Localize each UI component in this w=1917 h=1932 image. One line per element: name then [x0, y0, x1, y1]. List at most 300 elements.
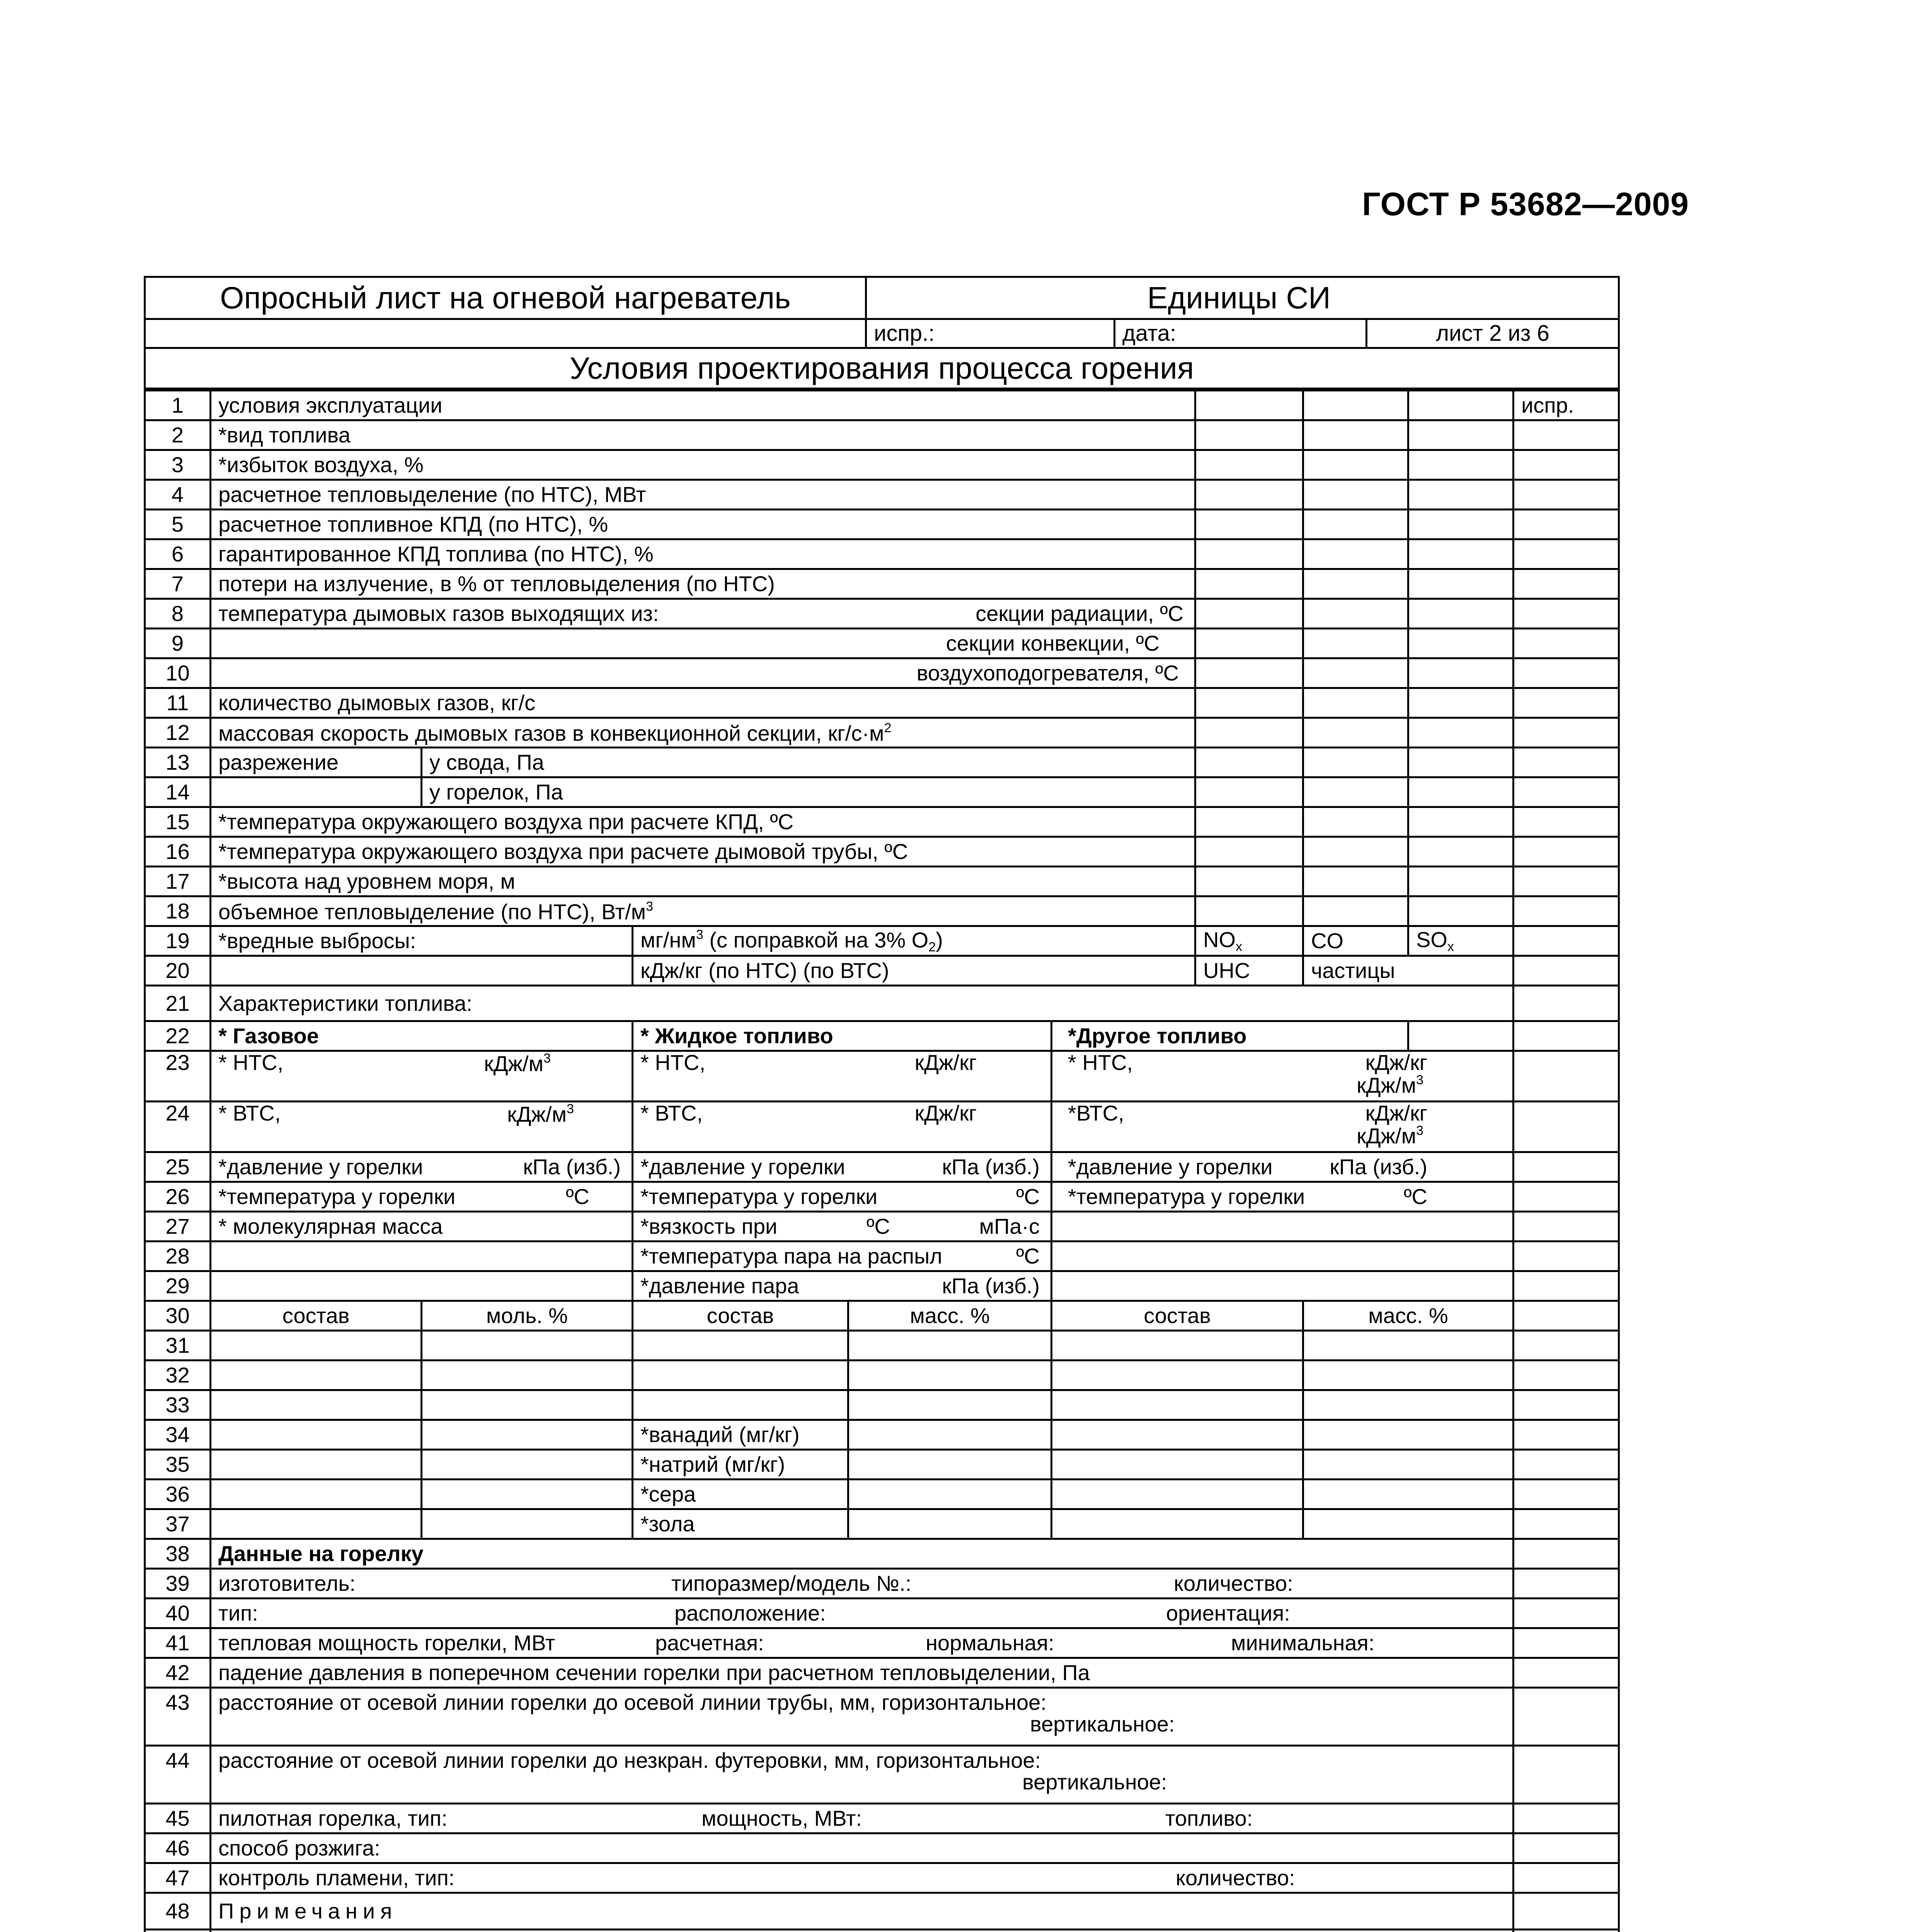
row-number: 38 — [145, 1539, 211, 1569]
value-cell[interactable] — [1052, 1480, 1303, 1509]
row-number: 43 — [145, 1688, 211, 1746]
gas-mol-percent-header: моль. % — [422, 1301, 633, 1331]
value-cell[interactable] — [1408, 420, 1514, 450]
row-number: 9 — [145, 629, 211, 658]
table-row — [145, 1301, 1619, 1331]
value-cell[interactable] — [422, 1361, 633, 1390]
table-row — [145, 1102, 1619, 1152]
row-number: 11 — [145, 688, 211, 718]
table-row — [145, 420, 1619, 450]
revision-cell[interactable] — [1514, 926, 1619, 956]
row-label: *избыток воздуха, % — [211, 450, 1195, 480]
row-label: *вредные выбросы: — [211, 926, 633, 956]
value-cell[interactable] — [211, 1509, 422, 1539]
row-label: температура дымовых газов выходящих из: секции радиации, ºС — [211, 599, 1195, 629]
value-cell[interactable] — [1195, 420, 1303, 450]
notes-heading: Примечания — [211, 1893, 1514, 1930]
other-hhv: *ВТС, кДж/кг кДж/$м^3$ — [1052, 1102, 1514, 1152]
table-row — [145, 1242, 1619, 1271]
value-cell[interactable] — [848, 1331, 1052, 1361]
table-row — [145, 1390, 1619, 1420]
sheet-label: лист 2 из 6 — [1367, 319, 1619, 348]
value-cell[interactable] — [1303, 688, 1408, 718]
liquid-burner-temperature: *температура у горелки ºС — [633, 1182, 1052, 1212]
liquid-composition-header: состав — [633, 1301, 848, 1331]
revision-cell[interactable] — [1514, 510, 1619, 539]
row-number: 25 — [145, 1152, 211, 1182]
revision-cell[interactable] — [1514, 1331, 1619, 1361]
other-burner-temperature: *температура у горелки ºС — [1052, 1182, 1514, 1212]
steam-temperature: *температура пара на распыл ºС — [633, 1242, 1052, 1271]
revision-cell[interactable] — [1514, 1658, 1619, 1688]
revision-cell[interactable] — [1514, 1599, 1619, 1628]
row-label: гарантированное КПД топлива (по НТС), % — [211, 539, 1195, 569]
blank-cell — [1408, 1021, 1514, 1051]
value-cell[interactable] — [1408, 450, 1514, 480]
row-label: условия эксплуатации — [211, 391, 1195, 420]
value-cell[interactable] — [1195, 450, 1303, 480]
revision-cell[interactable] — [1514, 1893, 1619, 1930]
row-number: 46 — [145, 1833, 211, 1863]
row-label: падение давления в поперечном сечении горелки при расчетном тепловыделении, Па — [211, 1658, 1514, 1688]
value-cell[interactable] — [848, 1509, 1052, 1539]
value-cell[interactable] — [1303, 658, 1408, 688]
blank-cell — [211, 1242, 633, 1271]
value-cell[interactable] — [1408, 777, 1514, 807]
table-row — [145, 718, 1619, 748]
value-cell[interactable] — [1052, 1509, 1303, 1539]
row-number: 31 — [145, 1331, 211, 1361]
co-label: CO — [1303, 926, 1408, 956]
form-title: Опросный лист на огневой нагреватель — [145, 277, 866, 319]
row-label: расстояние от осевой линии горелки до незкран. футеровки, мм, горизонтальное: вертикальное: — [211, 1746, 1514, 1804]
revision-cell[interactable] — [1514, 1051, 1619, 1102]
row-label: объемное тепловыделение (по НТС), $Вт/м^3$ — [211, 896, 1195, 926]
row-number: 8 — [145, 599, 211, 629]
value-cell[interactable] — [1195, 510, 1303, 539]
value-cell[interactable] — [633, 1390, 848, 1420]
row-number: 41 — [145, 1628, 211, 1658]
value-cell[interactable] — [1303, 1361, 1514, 1390]
value-cell[interactable] — [1303, 450, 1408, 480]
value-cell[interactable] — [1303, 1420, 1514, 1450]
date-label: дата: — [1115, 319, 1367, 348]
sox-label: $SO_x$ — [1408, 926, 1514, 956]
value-cell[interactable] — [633, 1331, 848, 1361]
row-number: 19 — [145, 926, 211, 956]
row-label: воздухоподогревателя, ºС — [211, 658, 1195, 688]
value-cell[interactable] — [848, 1450, 1052, 1480]
table-row — [145, 1599, 1619, 1628]
row-label: *температура окружающего воздуха при расчете дымовой трубы, ºС — [211, 837, 1195, 867]
value-cell[interactable] — [1408, 837, 1514, 867]
value-cell[interactable] — [1195, 539, 1303, 569]
table-row — [145, 1804, 1619, 1833]
table-row — [145, 658, 1619, 688]
row-label: расчетное тепловыделение (по НТС), МВт — [211, 480, 1195, 510]
revision-cell[interactable] — [1514, 658, 1619, 688]
row-number: 12 — [145, 718, 211, 748]
row-number: 13 — [145, 748, 211, 777]
sodium-label: *натрий (мг/кг) — [633, 1450, 848, 1480]
revision-cell[interactable] — [1514, 1301, 1619, 1331]
table-row — [145, 480, 1619, 510]
value-cell[interactable] — [211, 1390, 422, 1420]
row-label: тепловая мощность горелки, МВт расчетная: нормальная: минимальная: — [211, 1628, 1514, 1658]
table-row — [145, 837, 1619, 867]
row-number: 10 — [145, 658, 211, 688]
value-cell[interactable] — [1303, 777, 1408, 807]
revision-cell[interactable] — [1514, 1420, 1619, 1450]
value-cell[interactable] — [1408, 391, 1514, 420]
row-number: 33 — [145, 1390, 211, 1420]
blank-cell — [1052, 1271, 1514, 1301]
value-cell[interactable] — [1408, 688, 1514, 718]
row-number: 20 — [145, 956, 211, 986]
revision-cell[interactable] — [1514, 1242, 1619, 1271]
revision-cell[interactable] — [1514, 1390, 1619, 1420]
row-number: 21 — [145, 986, 211, 1021]
revision-cell[interactable] — [1514, 837, 1619, 867]
steam-pressure: *давление пара кПа (изб.) — [633, 1271, 1052, 1301]
gas-burner-temperature: *температура у горелки ºС — [211, 1182, 633, 1212]
questionnaire-form — [144, 276, 1618, 1932]
liquid-fuel-heading: * Жидкое топливо — [633, 1021, 1052, 1051]
blank-cell — [211, 1271, 633, 1301]
other-mass-percent-header: масс. % — [1303, 1301, 1514, 1331]
value-cell[interactable] — [1408, 718, 1514, 748]
value-cell[interactable] — [1195, 658, 1303, 688]
burner-data-heading: Данные на горелку — [211, 1539, 1514, 1569]
row-label: контроль пламени, тип: количество: — [211, 1863, 1514, 1893]
value-cell[interactable] — [211, 1361, 422, 1390]
revision-cell[interactable] — [1514, 480, 1619, 510]
emission-units: кДж/кг (по НТС) (по ВТС) — [633, 956, 1195, 986]
row-label: расчетное топливное КПД (по НТС), % — [211, 510, 1195, 539]
value-cell[interactable] — [1303, 748, 1408, 777]
table-row — [145, 688, 1619, 718]
row-number: 26 — [145, 1182, 211, 1212]
note-line[interactable] — [211, 1930, 1514, 1932]
value-cell[interactable] — [1303, 539, 1408, 569]
row-number: 2 — [145, 420, 211, 450]
row-number: 45 — [145, 1804, 211, 1833]
blank-cell — [1052, 1242, 1514, 1271]
row-label: тип: расположение: ориентация: — [211, 1599, 1514, 1628]
units-label: Единицы СИ — [866, 277, 1619, 319]
revision-cell[interactable] — [1514, 718, 1619, 748]
table-row — [145, 391, 1619, 420]
value-cell[interactable] — [1195, 807, 1303, 837]
revision-cell[interactable] — [1514, 1539, 1619, 1569]
revision-cell[interactable] — [1514, 1021, 1619, 1051]
row-label: расстояние от осевой линии горелки до осевой линии трубы, мм, горизонтальное: вертикальное: — [211, 1688, 1514, 1746]
row-number: 37 — [145, 1509, 211, 1539]
value-cell[interactable] — [422, 1509, 633, 1539]
liquid-hhv: * ВТС, кДж/кг — [633, 1102, 1052, 1152]
revision-cell[interactable] — [1514, 1833, 1619, 1863]
table-row — [145, 1450, 1619, 1480]
value-cell[interactable] — [1195, 896, 1303, 926]
row-number: 3 — [145, 450, 211, 480]
value-cell[interactable] — [1303, 420, 1408, 450]
row-number: 36 — [145, 1480, 211, 1509]
revision-cell[interactable] — [1514, 1509, 1619, 1539]
other-fuel-heading: *Другое топливо — [1052, 1021, 1408, 1051]
table-row — [145, 1182, 1619, 1212]
section-title: Условия проектирования процесса горения — [145, 348, 1619, 389]
row-number: 18 — [145, 896, 211, 926]
value-cell[interactable] — [1303, 629, 1408, 658]
row-number: 48 — [145, 1893, 211, 1930]
value-cell[interactable] — [1303, 480, 1408, 510]
ash-label: *зола — [633, 1509, 848, 1539]
revision-cell[interactable] — [1514, 1102, 1619, 1152]
row-number: 40 — [145, 1599, 211, 1628]
revision-cell[interactable] — [1514, 1746, 1619, 1804]
particles-label: частицы — [1303, 956, 1514, 986]
table-row — [145, 1509, 1619, 1539]
value-cell[interactable] — [1408, 807, 1514, 837]
value-cell[interactable] — [1303, 837, 1408, 867]
revision-cell[interactable] — [1514, 867, 1619, 896]
table-row — [145, 1271, 1619, 1301]
row-label: количество дымовых газов, кг/с — [211, 688, 1195, 718]
value-cell[interactable] — [422, 1420, 633, 1450]
value-cell[interactable] — [1052, 1361, 1303, 1390]
row-number: 5 — [145, 510, 211, 539]
row-number: 4 — [145, 480, 211, 510]
table-row — [145, 956, 1619, 986]
value-cell[interactable] — [1195, 867, 1303, 896]
blank-cell — [145, 1930, 211, 1932]
revision-cell[interactable] — [1514, 420, 1619, 450]
value-cell[interactable] — [1303, 391, 1408, 420]
value-cell[interactable] — [1303, 599, 1408, 629]
value-cell[interactable] — [1303, 569, 1408, 599]
revision-cell[interactable] — [1514, 777, 1619, 807]
row-number: 1 — [145, 391, 211, 420]
revision-cell[interactable] — [1514, 807, 1619, 837]
value-cell[interactable] — [1408, 658, 1514, 688]
revision-cell[interactable] — [1514, 1688, 1619, 1746]
gas-molecular-mass: * молекулярная масса — [211, 1212, 633, 1242]
vanadium-label: *ванадий (мг/кг) — [633, 1420, 848, 1450]
other-composition-header: состав — [1052, 1301, 1303, 1331]
table-row — [145, 1746, 1619, 1804]
row-label: *вид топлива — [211, 420, 1195, 450]
row-number: 30 — [145, 1301, 211, 1331]
revision-cell[interactable] — [1514, 1212, 1619, 1242]
revision-cell[interactable] — [1514, 1271, 1619, 1301]
row-number: 7 — [145, 569, 211, 599]
value-cell[interactable] — [1303, 510, 1408, 539]
revision-cell[interactable] — [1514, 1480, 1619, 1509]
value-cell[interactable] — [1303, 1450, 1514, 1480]
revision-cell[interactable] — [1514, 450, 1619, 480]
blank-cell — [145, 319, 866, 348]
value-cell[interactable] — [848, 1420, 1052, 1450]
table-row — [145, 1833, 1619, 1863]
row-number: 15 — [145, 807, 211, 837]
value-cell[interactable] — [1052, 1450, 1303, 1480]
other-burner-pressure: *давление у горелки кПа (изб.) — [1052, 1152, 1514, 1182]
value-cell[interactable] — [1408, 748, 1514, 777]
value-cell[interactable] — [1408, 510, 1514, 539]
table-row — [145, 1930, 1619, 1932]
value-cell[interactable] — [1303, 867, 1408, 896]
value-cell[interactable] — [1408, 480, 1514, 510]
row-label: массовая скорость дымовых газов в конвекционной секции, $кг/с\cdot м^2$ — [211, 718, 1195, 748]
value-cell[interactable] — [211, 1420, 422, 1450]
revision-cell[interactable] — [1514, 1152, 1619, 1182]
table-row — [145, 1051, 1619, 1102]
revision-cell[interactable] — [1514, 1182, 1619, 1212]
value-cell[interactable] — [1195, 748, 1303, 777]
revision-cell[interactable] — [1514, 1361, 1619, 1390]
revision-cell[interactable] — [1514, 569, 1619, 599]
revision-cell[interactable] — [1514, 1569, 1619, 1599]
gas-composition-header: состав — [211, 1301, 422, 1331]
row-number: 17 — [145, 867, 211, 896]
row-number: 29 — [145, 1271, 211, 1301]
value-cell[interactable] — [1408, 629, 1514, 658]
table-row — [145, 1628, 1619, 1658]
blank-cell — [211, 956, 633, 986]
value-cell[interactable] — [1408, 896, 1514, 926]
revision-cell[interactable] — [1514, 1450, 1619, 1480]
revision-cell[interactable] — [1514, 986, 1619, 1021]
revision-cell[interactable] — [1514, 896, 1619, 926]
value-cell[interactable] — [211, 1331, 422, 1361]
sulfur-label: *сера — [633, 1480, 848, 1509]
gas-fuel-heading: * Газовое — [211, 1021, 633, 1051]
value-cell[interactable] — [1195, 718, 1303, 748]
revision-cell[interactable] — [1514, 688, 1619, 718]
table-row — [145, 1688, 1619, 1746]
row-number: 6 — [145, 539, 211, 569]
table-row — [145, 1893, 1619, 1930]
liquid-viscosity: *вязкость при ºС мПа·с — [633, 1212, 1052, 1242]
gas-lhv: * НТС, кДж/$м^3$ — [211, 1051, 633, 1102]
revision-cell[interactable] — [1514, 956, 1619, 986]
value-cell[interactable] — [1195, 569, 1303, 599]
table-row — [145, 1658, 1619, 1688]
value-cell[interactable] — [1195, 629, 1303, 658]
table-row — [145, 599, 1619, 629]
value-cell[interactable] — [1052, 1390, 1303, 1420]
value-cell[interactable] — [848, 1361, 1052, 1390]
value-cell[interactable] — [1408, 867, 1514, 896]
table-row — [145, 1212, 1619, 1242]
fuel-characteristics-heading: Характеристики топлива: — [211, 986, 1514, 1021]
table-row — [145, 1420, 1619, 1450]
value-cell[interactable] — [633, 1361, 848, 1390]
row-label: *высота над уровнем моря, м — [211, 867, 1195, 896]
value-cell[interactable] — [1303, 1509, 1514, 1539]
row-label: изготовитель: типоразмер/модель №.: количество: — [211, 1569, 1514, 1599]
value-cell[interactable] — [1195, 837, 1303, 867]
value-cell[interactable] — [1303, 718, 1408, 748]
row-number: 32 — [145, 1361, 211, 1390]
row-number: 24 — [145, 1102, 211, 1152]
row-number: 16 — [145, 837, 211, 867]
uhc-label: UHC — [1195, 956, 1303, 986]
row-number: 42 — [145, 1658, 211, 1688]
revision-cell[interactable] — [1514, 1628, 1619, 1658]
liquid-mass-percent-header: масс. % — [848, 1301, 1052, 1331]
revision-cell[interactable] — [1514, 539, 1619, 569]
row-number: 34 — [145, 1420, 211, 1450]
value-cell[interactable] — [211, 1450, 422, 1480]
table-row — [145, 629, 1619, 658]
value-cell[interactable] — [1195, 777, 1303, 807]
value-cell[interactable] — [422, 1450, 633, 1480]
liquid-burner-pressure: *давление у горелки кПа (изб.) — [633, 1152, 1052, 1182]
value-cell[interactable] — [1052, 1420, 1303, 1450]
revision-cell[interactable] — [1514, 599, 1619, 629]
value-cell[interactable] — [1195, 480, 1303, 510]
value-cell[interactable] — [1303, 1390, 1514, 1420]
nox-label: $NO_x$ — [1195, 926, 1303, 956]
table-row — [145, 510, 1619, 539]
row-label: способ розжига: — [211, 1833, 1514, 1863]
table-row — [145, 1152, 1619, 1182]
table-row — [145, 1539, 1619, 1569]
table-row — [145, 1480, 1619, 1509]
value-cell[interactable] — [422, 1480, 633, 1509]
row-sublabel: у свода, Па — [422, 748, 1195, 777]
value-cell[interactable] — [1408, 599, 1514, 629]
value-cell[interactable] — [1408, 539, 1514, 569]
form-body — [144, 389, 1620, 1932]
revision-column-label: испр. — [1514, 391, 1619, 420]
row-number: 44 — [145, 1746, 211, 1804]
value-cell[interactable] — [1052, 1331, 1303, 1361]
table-row — [145, 748, 1619, 777]
value-cell[interactable] — [1195, 599, 1303, 629]
value-cell[interactable] — [422, 1390, 633, 1420]
revision-cell[interactable] — [1514, 629, 1619, 658]
revision-cell[interactable] — [1514, 1863, 1619, 1893]
table-row — [145, 867, 1619, 896]
revision-cell[interactable] — [1514, 1930, 1619, 1932]
value-cell[interactable] — [211, 1480, 422, 1509]
revision-label: испр.: — [866, 319, 1115, 348]
table-row — [145, 1361, 1619, 1390]
revision-cell[interactable] — [1514, 1804, 1619, 1833]
other-lhv: * НТС, кДж/кг кДж/$м^3$ — [1052, 1051, 1514, 1102]
row-label: потери на излучение, в % от тепловыделения (по НТС) — [211, 569, 1195, 599]
table-row — [145, 986, 1619, 1021]
value-cell[interactable] — [1303, 1480, 1514, 1509]
revision-cell[interactable] — [1514, 748, 1619, 777]
value-cell[interactable] — [848, 1390, 1052, 1420]
value-cell[interactable] — [1195, 391, 1303, 420]
value-cell[interactable] — [1408, 569, 1514, 599]
liquid-lhv: * НТС, кДж/кг — [633, 1051, 1052, 1102]
row-number: 22 — [145, 1021, 211, 1051]
value-cell[interactable] — [1303, 1331, 1514, 1361]
value-cell[interactable] — [1195, 688, 1303, 718]
table-row — [145, 1569, 1619, 1599]
value-cell[interactable] — [1303, 896, 1408, 926]
value-cell[interactable] — [1303, 807, 1408, 837]
value-cell[interactable] — [848, 1480, 1052, 1509]
standard-number: ГОСТ Р 53682—2009 — [1362, 186, 1689, 222]
row-number: 47 — [145, 1863, 211, 1893]
value-cell[interactable] — [422, 1331, 633, 1361]
